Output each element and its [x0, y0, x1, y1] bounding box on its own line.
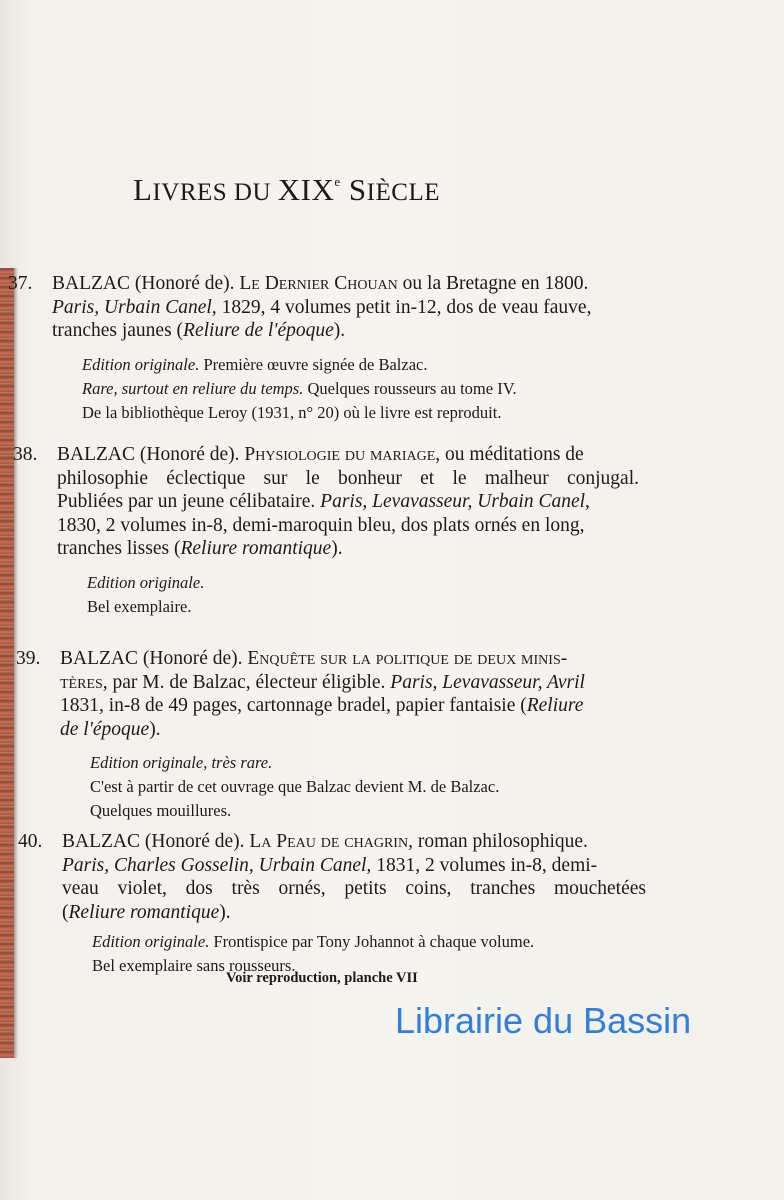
catalog-entry-37 — [8, 272, 638, 425]
entry-notes: Edition originale. Première œuvre signée de Balzac. Rare, surtout en reliure du temps. Quelques rousseurs au tome IV. De la bibliothèque Leroy (1931, n° 20) où le livre est reproduit. — [82, 354, 517, 422]
plate-reference: Voir reproduction, planche VII — [226, 970, 418, 986]
catalog-entry-38 — [13, 443, 639, 619]
entry-line: tranches jaunes (Reliure de l'époque). — [52, 320, 346, 341]
entry-notes: Edition originale. Bel exemplaire. — [87, 572, 205, 616]
entry-line: Paris, Charles Gosselin, Urbain Canel, 1831, 2 volumes in-8, demi- — [62, 854, 598, 876]
bookseller-watermark: Librairie du Bassin — [395, 1000, 692, 1041]
catalog-entry-39 — [16, 647, 644, 823]
entry-line: 1831, in-8 de 49 pages, cartonnage bradel, papier fantaisie (Reliure — [60, 695, 584, 716]
entry-line: philosophie éclectique sur le bonheur et le malheur conjugal. — [57, 467, 639, 489]
entry-line: BALZAC (Honoré de). Physiologie du mariage, ou méditations de — [57, 444, 584, 465]
entry-line: BALZAC (Honoré de). Le Dernier Chouan ou la Bretagne en 1800. — [52, 273, 589, 294]
entry-line: (Reliure romantique). — [62, 901, 231, 923]
entry-notes: Edition originale. Frontispice par Tony Johannot à chaque volume. Bel exemplaire sans rousseurs. — [92, 932, 535, 975]
entry-number: 37. — [8, 273, 33, 294]
entry-number: 38. — [13, 444, 38, 465]
book-spine-edge — [0, 268, 14, 1058]
entry-line: BALZAC (Honoré de). La Peau de chagrin, roman philosophique. — [62, 831, 588, 852]
entry-line: 1830, 2 volumes in-8, demi-maroquin bleu, dos plats ornés en long, — [57, 514, 585, 536]
entry-line: tranches lisses (Reliure romantique). — [57, 538, 343, 559]
entry-line: tères, par M. de Balzac, électeur éligible. Paris, Levavasseur, Avril — [60, 671, 585, 693]
page-title: LIVRES DU XIXe SIÈCLE — [133, 172, 440, 207]
entry-notes: Edition originale, très rare. C'est à partir de cet ouvrage que Balzac devient M. de Balzac. Quelques mouillures. — [90, 753, 500, 820]
entry-line: BALZAC (Honoré de). Enquête sur la politique de deux minis- — [60, 648, 568, 669]
entry-line: Paris, Urbain Canel, 1829, 4 volumes petit in-12, dos de veau fauve, — [52, 296, 592, 318]
entry-number: 40. — [18, 831, 43, 852]
entry-number: 39. — [16, 648, 41, 669]
entry-line: veau violet, dos très ornés, petits coins, tranches mouchetées — [62, 878, 646, 899]
entry-line: Publiées par un jeune célibataire. Paris, Levavasseur, Urbain Canel, — [57, 491, 590, 512]
entry-line: de l'époque). — [60, 718, 161, 740]
catalog-entry-40 — [18, 830, 646, 978]
